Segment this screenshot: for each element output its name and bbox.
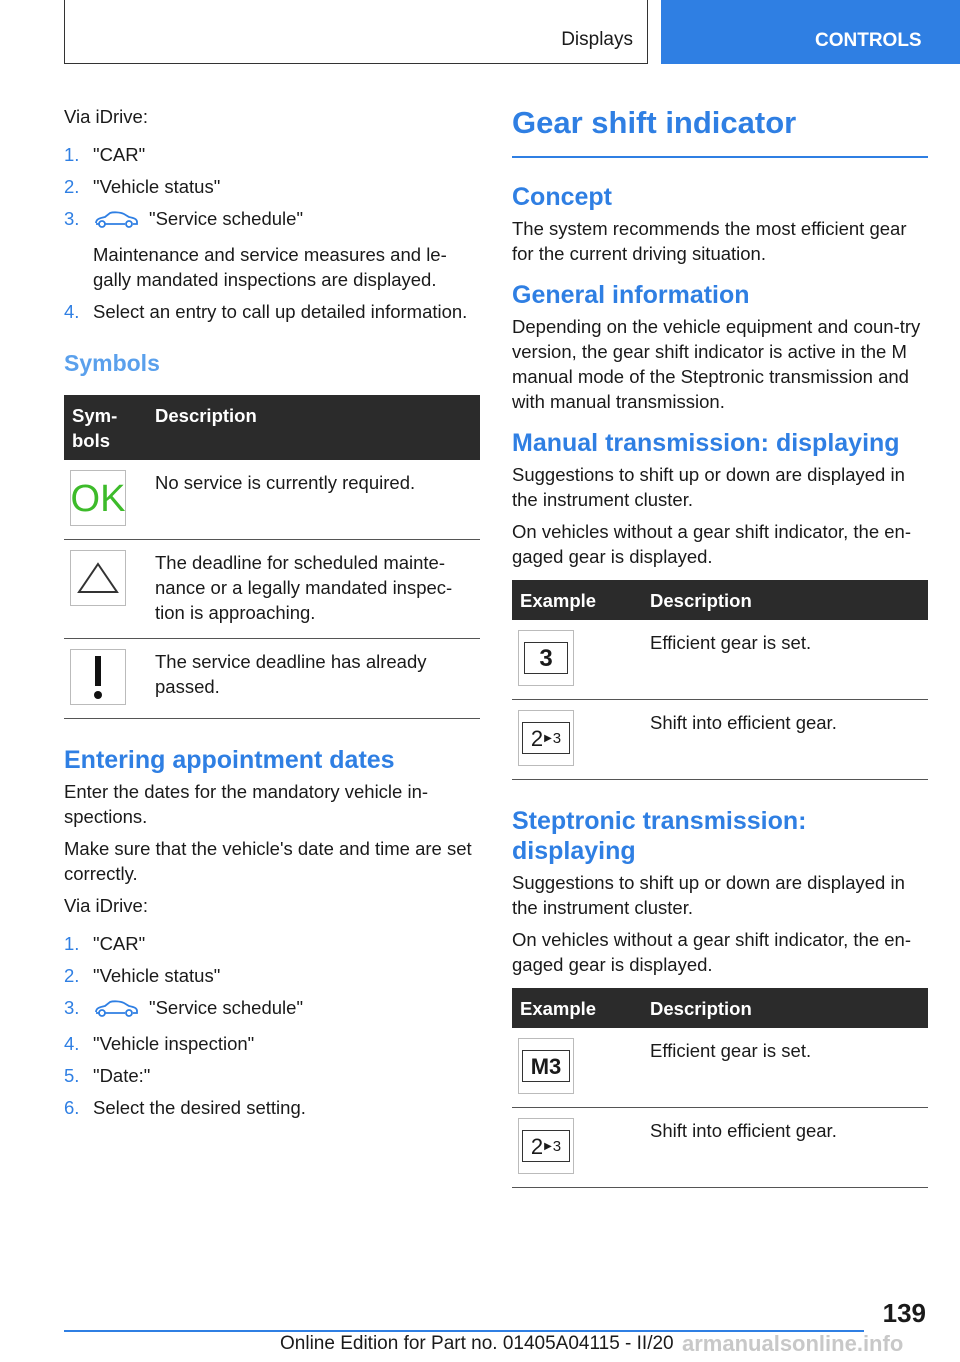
- list-item: 5. "Date:": [64, 1065, 151, 1086]
- warning-triangle-icon: [70, 550, 126, 606]
- chapter-tab[interactable]: [661, 0, 960, 64]
- edition-text: Online Edition for Part no. 01405A04115 - II/20: [280, 1333, 674, 1354]
- concept-heading: Concept: [512, 183, 612, 211]
- ok-icon: [70, 470, 126, 526]
- steptronic-heading: Steptronic transmission: displaying: [512, 807, 807, 865]
- table-row: The service deadline has already passed.: [64, 639, 480, 719]
- table-row: The deadline for scheduled mainte‐nance or a legally mandated inspec‐tion is approaching.: [64, 540, 480, 639]
- table-header-description: Description: [642, 580, 928, 620]
- symbols-table: [64, 395, 480, 719]
- table-header-description: Description: [642, 988, 928, 1028]
- right-column: Gear shift indicator Concept The system recommends the most efficient gear for the current driving situation. General information Depending on the vehicle equipment and coun‐try version, the gear shift indicator is active in the M manual mode of the Steptronic transmission and with manual transmission. Manual transmission: displaying Suggestions to shift up or down are displayed in the instrument cluster. On vehicles without a gear shift indicator, the en‐gaged gear is displayed. Example Description 3 Efficient gear is set. 2 ▶ 3 Shift into efficient gear. Steptronic transmission: displaying Suggestions to shift up or down are displayed in the instrument cluster. On vehicles without a gear shift indicator, the en‐gaged gear is displayed. Example Description M3 Efficient gear is set. 2 ▶ 3 Shift into efficient gear.: [512, 104, 928, 1188]
- list-item: 3. "Service schedule": [64, 995, 480, 1024]
- list-item: 2. "Vehicle status": [64, 176, 221, 197]
- page-title: Gear shift indicator: [512, 104, 928, 158]
- list-item: 6. Select the desired setting.: [64, 1097, 306, 1118]
- list-item: 4. "Vehicle inspection": [64, 1033, 255, 1054]
- section-title: Displays: [561, 29, 633, 50]
- steptronic-table: [512, 988, 928, 1188]
- shift-2-to-3-icon: 2 ▶ 3: [518, 1118, 574, 1174]
- watermark: armanualsonline.info: [682, 1331, 904, 1356]
- appointments-heading: Entering appointment dates: [64, 746, 395, 774]
- table-header-example: Example: [512, 580, 642, 620]
- table-row: OK No service is currently required.: [64, 460, 480, 540]
- table-header-symbols: Sym‐bols: [64, 395, 147, 460]
- list-item: 3. "Service schedule" Maintenance and service measures and le‐gally mandated inspections are displayed.: [64, 208, 447, 290]
- steps-list-2: [64, 931, 480, 1120]
- intro-text: Via iDrive:: [64, 106, 148, 127]
- table-row: 2 ▶ 3 Shift into efficient gear.: [512, 700, 928, 780]
- chapter-tab-label: CONTROLS: [815, 30, 922, 51]
- manual-table: [512, 580, 928, 780]
- manual-heading: Manual transmission: displaying: [512, 429, 900, 457]
- gear-3-icon: 3: [518, 630, 574, 686]
- svg-text:OK: OK: [71, 478, 125, 518]
- list-item: 1. "CAR": [64, 933, 146, 954]
- table-row: M3 Efficient gear is set.: [512, 1028, 928, 1108]
- page-number: 139: [882, 1298, 926, 1328]
- exclamation-icon: [70, 649, 126, 705]
- steps-list-1: [64, 142, 480, 324]
- header-frame: [64, 0, 648, 64]
- list-item: 1. "CAR": [64, 144, 146, 165]
- table-row: 2 ▶ 3 Shift into efficient gear.: [512, 1108, 928, 1188]
- car-icon: [93, 209, 139, 235]
- left-column: Via iDrive: 1. "CAR" 2. "Vehicle status" 3. "Service schedule" Maintenance and service measures and le‐gally mandated inspections are displayed. 4. Select an entry to call up detailed information. Symbols Sym‐bols Description OK No service is currently required. The deadline for scheduled mainte‐nance or a legally mandated inspec‐tion is approaching. The service deadline has already passed. Entering appointment dates Enter the dates for the mandatory vehicle in‐spections. Make sure that the vehicle's date and time are set correctly. Via iDrive: 1. "CAR" 2. "Vehicle status" 3. "Service schedule" 4. "Vehicle inspection" 5. "Date:" 6. Select the desired setting.: [64, 104, 480, 1127]
- table-row: 3 Efficient gear is set.: [512, 620, 928, 700]
- table-header-description: Description: [147, 395, 480, 460]
- shift-2-to-3-icon: 2 ▶ 3: [518, 710, 574, 766]
- gear-m3-icon: M3: [518, 1038, 574, 1094]
- list-item: 4. Select an entry to call up detailed information.: [64, 301, 468, 322]
- symbols-heading: Symbols: [64, 350, 160, 376]
- general-heading: General information: [512, 281, 750, 309]
- car-icon: [93, 998, 139, 1024]
- list-item: 2. "Vehicle status": [64, 965, 221, 986]
- table-header-example: Example: [512, 988, 642, 1028]
